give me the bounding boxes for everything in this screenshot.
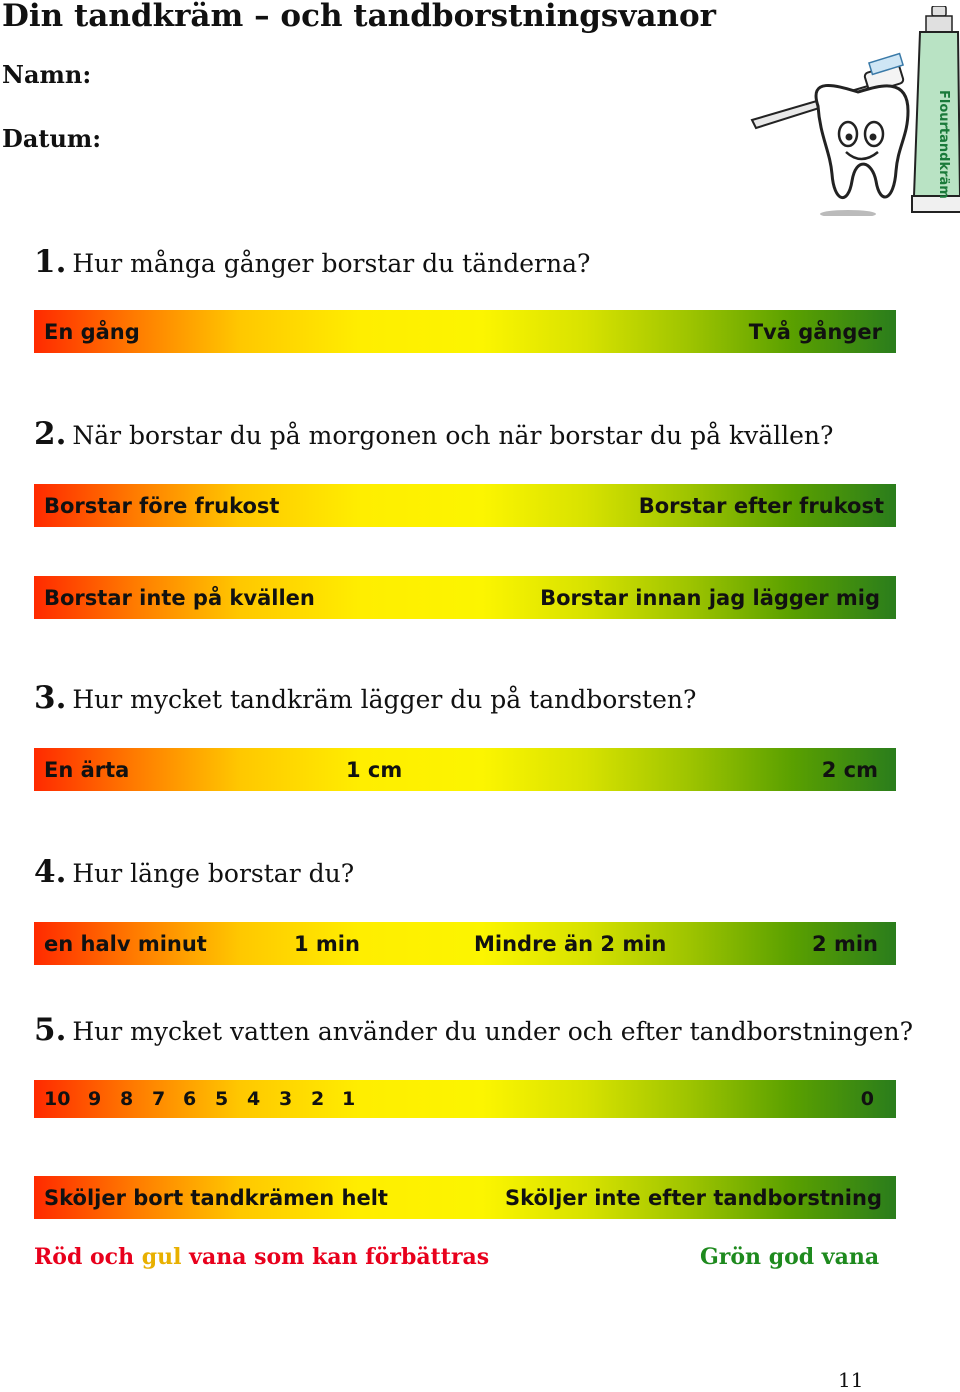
scale-bar-q5-water [34,1080,896,1118]
legend-text-red: Röd och [34,1244,135,1270]
question-text: När borstar du på morgonen och när borstar du på kvällen? [72,421,834,450]
scale-bar-q2-evening [34,576,896,619]
scale-bar-q3 [34,748,896,791]
question-1 [34,244,590,280]
question-text: Hur mycket tandkräm lägger du på tandborsten? [72,685,697,714]
scale-label: 1 min [294,931,360,956]
name-label: Namn: [2,60,92,89]
legend-text-yellow: gul [141,1244,182,1270]
scale-label: 4 [247,1088,261,1110]
question-number: 5. [34,1012,67,1048]
scale-label: Sköljer inte efter tandborstning [504,1185,882,1210]
toothpaste-tube-icon [912,6,960,212]
scale-label: Borstar innan jag lägger mig [540,585,880,610]
date-label: Datum: [2,124,102,153]
question-5 [34,1012,913,1048]
tooth-icon [816,85,908,216]
tube-label: Flourtandkräm [936,90,951,199]
question-3 [34,680,696,716]
question-number: 3. [34,680,67,716]
scale-label: 2 [311,1088,325,1110]
scale-label: Sköljer bort tandkrämen helt [44,1185,388,1210]
question-text: Hur många gånger borstar du tänderna? [72,249,591,278]
scale-label: Mindre än 2 min [474,931,667,956]
scale-label: 10 [44,1088,71,1110]
scale-label: En gång [44,319,140,344]
scale-label: 2 cm [821,757,878,782]
legend-good-habit: Grön god vana [700,1244,880,1270]
question-text: Hur mycket vatten använder du under och efter tandborstningen? [72,1017,914,1046]
legend-bad-habit [34,1244,489,1270]
scale-label: 1 cm [346,757,403,782]
scale-bar-q5-rinse [34,1176,896,1219]
scale-label: Borstar efter frukost [638,493,884,518]
scale-label: En ärta [44,757,130,782]
tooth-illustration [748,6,960,216]
scale-label: 5 [215,1088,229,1110]
scale-label: en halv minut [44,931,207,956]
scale-bar-q4 [34,922,896,965]
scale-label: 2 min [812,931,878,956]
question-number: 2. [34,416,67,452]
page-number: 11 [838,1368,864,1392]
question-2 [34,416,833,452]
scale-label: 6 [183,1088,197,1110]
page-title: Din tandkräm – och tandborstningsvanor [2,0,716,34]
question-number: 4. [34,854,67,890]
scale-label: 9 [88,1088,102,1110]
scale-label: 0 [860,1088,874,1110]
question-4 [34,854,354,890]
legend-text-red: vana som kan förbättras [189,1244,490,1270]
scale-bar-q1 [34,310,896,353]
scale-label: Borstar inte på kvällen [44,585,315,610]
scale-bar-q2-morning [34,484,896,527]
scale-label: Två gånger [748,319,882,344]
scale-label: 3 [279,1088,293,1110]
scale-label: 7 [152,1088,166,1110]
scale-label: 8 [120,1088,134,1110]
scale-label: Borstar före frukost [44,493,280,518]
question-number: 1. [34,244,67,280]
scale-label: 1 [342,1088,356,1110]
question-text: Hur länge borstar du? [72,859,355,888]
